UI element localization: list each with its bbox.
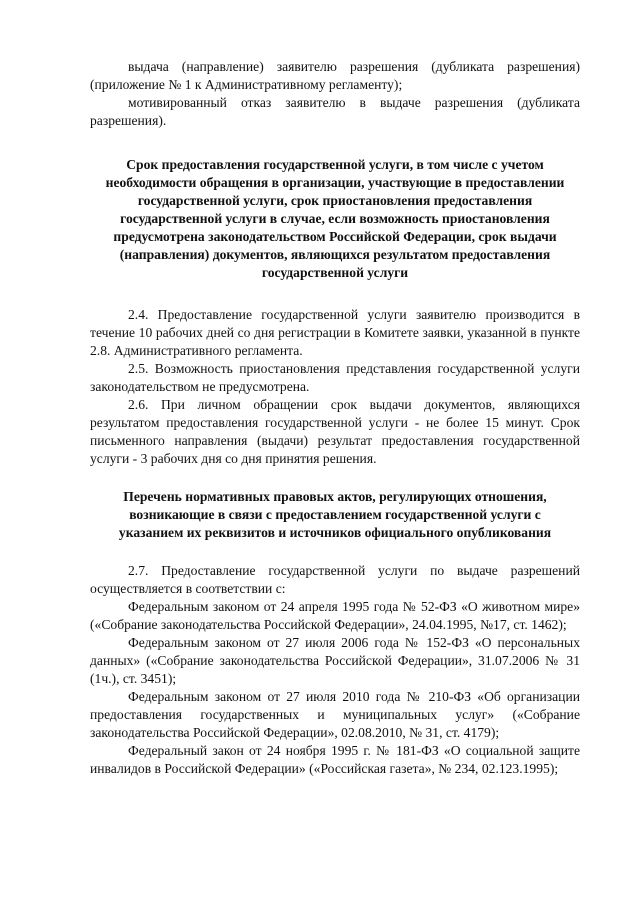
section-heading-service-term: Срок предоставления государственной услуги, в том числе с учетом необходимости обращения в организации, участвующие в предоставлении государственной услуги, срок приостановления предоставления государственной услуги в случае, если возможность приостановления предусмотрена законодательством Российской Федерации, срок выдачи (направления) документов, являющихся результатом предоставления государственной услуги [105, 157, 565, 280]
law-181-fz-paragraph: Федеральный закон от 24 ноября 1995 г. № 181-ФЗ «О социальной защите инвалидов в Российской Федерации» («Российская газета», № 234, 02.123.1995); [90, 743, 580, 776]
section-heading-legal-acts: Перечень нормативных правовых актов, регулирующих отношения, возникающие в связи с предоставлением государственной услуги с указанием их реквизитов и источников официального опубликования [118, 489, 552, 540]
result-issue-paragraph: выдача (направление) заявителю разрешения (дубликата разрешения) (приложение № 1 к Административному регламенту); [90, 59, 580, 92]
law-152-fz-paragraph: Федеральным законом от 27 июля 2006 года № 152-ФЗ «О персональных данных» («Собрание законодательства Российской Федерации», 31.07.2006 № 31 (1ч.), ст. 3451); [90, 635, 580, 686]
paragraph-2-4: 2.4. Предоставление государственной услуги заявителю производится в течение 10 рабочих дней со дня регистрации в Комитете заявки, указанной в пункте 2.8. Административного регламента. [90, 307, 580, 358]
result-refusal-paragraph: мотивированный отказ заявителю в выдаче разрешения (дубликата разрешения). [90, 95, 580, 128]
law-52-fz-paragraph: Федеральным законом от 24 апреля 1995 года № 52-ФЗ «О животном мире» («Собрание законодательства Российской Федерации», 24.04.1995, №17, ст. 1462); [90, 599, 580, 632]
paragraph-2-7: 2.7. Предоставление государственной услуги по выдаче разрешений осуществляется в соответствии с: [90, 563, 580, 596]
paragraph-2-5: 2.5. Возможность приостановления представления государственной услуги законодательством не предусмотрена. [90, 361, 580, 394]
law-210-fz-paragraph: Федеральным законом от 27 июля 2010 года № 210-ФЗ «Об организации предоставления государственных и муниципальных услуг» («Собрание законодательства Российской Федерации», 02.08.2010, № 31, ст. 4179); [90, 689, 580, 740]
paragraph-2-6: 2.6. При личном обращении срок выдачи документов, являющихся результатом предоставления государственной услуги - не более 15 минут. Срок письменного направления (выдачи) результат предоставления государственной услуги - 3 рабочих дня со дня принятия решения. [90, 397, 580, 466]
